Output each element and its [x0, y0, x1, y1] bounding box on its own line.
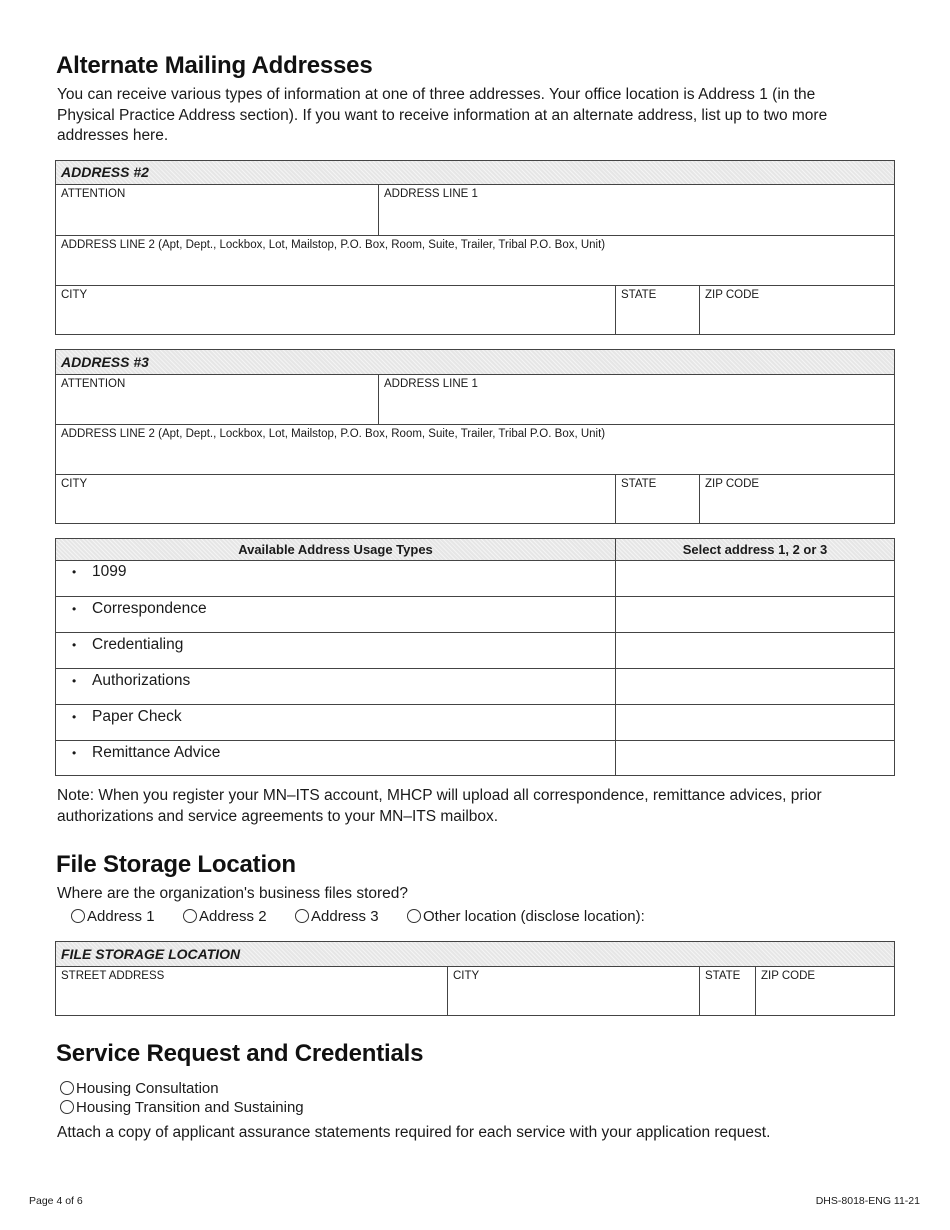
file-storage-question: Where are the organization's business files stored? [57, 885, 409, 902]
address2-row-city [56, 286, 894, 334]
usage-type-cell [56, 741, 615, 775]
usage-type-cell [56, 633, 615, 668]
radio-circle-icon[interactable] [71, 909, 85, 923]
usage-row [56, 561, 894, 597]
radio-housing-consultation[interactable] [60, 1080, 219, 1097]
radio-housing-transition[interactable] [60, 1099, 304, 1116]
bullet: • [72, 565, 77, 579]
address2-city-label: CITY [61, 289, 88, 301]
address3-line1-field[interactable] [378, 375, 894, 424]
usage-types-table [55, 538, 895, 776]
address2-line2-field[interactable] [56, 236, 894, 285]
address3-row-line2 [56, 425, 894, 475]
address2-line2-label: ADDRESS LINE 2 (Apt, Dept., Lockbox, Lot, Mailstop, P.O. Box, Room, Suite, Trailer, Tribal P.O. Box, Unit) [61, 239, 606, 251]
file-storage-street-field[interactable] [56, 967, 447, 1015]
radio-housing-consultation-label: Housing Consultation [76, 1080, 219, 1097]
bullet: • [72, 746, 77, 760]
usage-select-1099[interactable] [615, 561, 894, 596]
address3-zip-field[interactable] [699, 475, 894, 523]
usage-select-remittance-advice[interactable] [615, 741, 894, 775]
radio-address-1[interactable] [71, 908, 155, 925]
radio-circle-icon[interactable] [183, 909, 197, 923]
address2-row-attention [56, 185, 894, 236]
usage-type-cell [56, 597, 615, 632]
usage-type-authorizations: Authorizations [92, 672, 191, 689]
radio-other-location[interactable] [407, 908, 645, 925]
address3-line2-field[interactable] [56, 425, 894, 474]
address2-line1-field[interactable] [378, 185, 894, 235]
usage-type-correspondence: Correspondence [92, 600, 207, 617]
alternate-mailing-intro: You can receive various types of information at one of three addresses. Your office location is Address 1 (in the Physical Practice Address section). If you want to receive information at an alternate address, list up to two more addresses here. [57, 86, 828, 144]
file-storage-table [55, 941, 895, 1016]
bullet: • [72, 638, 77, 652]
usage-row [56, 597, 894, 633]
file-storage-header: FILE STORAGE LOCATION [56, 942, 894, 967]
address3-line1-label: ADDRESS LINE 1 [384, 378, 478, 390]
address3-row-city [56, 475, 894, 523]
address3-zip-label: ZIP CODE [705, 478, 760, 490]
address3-line2-label: ADDRESS LINE 2 (Apt, Dept., Lockbox, Lot, Mailstop, P.O. Box, Room, Suite, Trailer, Tribal P.O. Box, Unit) [61, 428, 606, 440]
usage-type-1099: 1099 [92, 563, 127, 580]
radio-circle-icon[interactable] [60, 1100, 74, 1114]
radio-address-2-label: Address 2 [199, 908, 267, 925]
address3-header: ADDRESS #3 [56, 350, 894, 375]
address2-row-line2 [56, 236, 894, 286]
address3-table [55, 349, 895, 524]
usage-row [56, 705, 894, 741]
usage-type-remittance-advice: Remittance Advice [92, 744, 221, 761]
file-storage-state-field[interactable] [699, 967, 755, 1015]
address2-table [55, 160, 895, 335]
address3-city-field[interactable] [56, 475, 615, 523]
file-storage-city-field[interactable] [447, 967, 699, 1015]
usage-row [56, 669, 894, 705]
usage-select-correspondence[interactable] [615, 597, 894, 632]
address2-header: ADDRESS #2 [56, 161, 894, 185]
file-storage-zip-label: ZIP CODE [761, 970, 816, 982]
usage-type-cell [56, 705, 615, 740]
address3-attention-label: ATTENTION [61, 378, 126, 390]
address3-state-field[interactable] [615, 475, 699, 523]
file-storage-street-label: STREET ADDRESS [61, 970, 165, 982]
address2-line1-label: ADDRESS LINE 1 [384, 188, 478, 200]
address3-attention-field[interactable] [56, 375, 378, 424]
form-id: DHS-8018-ENG 11-21 [815, 1195, 920, 1207]
assurance-statement-note: Attach a copy of applicant assurance statements required for each service with your application request. [57, 1124, 771, 1141]
file-storage-zip-field[interactable] [755, 967, 894, 1015]
usage-row [56, 633, 894, 669]
radio-address-2[interactable] [183, 908, 267, 925]
address2-state-field[interactable] [615, 286, 699, 334]
mn-its-note: Note: When you register your MN–ITS account, MHCP will upload all correspondence, remittance advices, prior authorizations and service agreements to your MN–ITS mailbox. [57, 787, 822, 825]
usage-select-authorizations[interactable] [615, 669, 894, 704]
radio-address-1-label: Address 1 [87, 908, 155, 925]
radio-circle-icon[interactable] [295, 909, 309, 923]
section-title-file-storage: File Storage Location [56, 851, 296, 878]
usage-col-header-types: Available Address Usage Types [56, 539, 615, 560]
radio-circle-icon[interactable] [60, 1081, 74, 1095]
radio-other-location-label: Other location (disclose location): [423, 908, 645, 925]
file-storage-state-label: STATE [705, 970, 741, 982]
radio-circle-icon[interactable] [407, 909, 421, 923]
usage-type-credentialing: Credentialing [92, 636, 184, 653]
file-storage-row [56, 967, 894, 1015]
file-storage-city-label: CITY [453, 970, 480, 982]
radio-address-3[interactable] [295, 908, 379, 925]
section-title-service-request: Service Request and Credentials [56, 1040, 424, 1067]
address2-state-label: STATE [621, 289, 657, 301]
address2-zip-field[interactable] [699, 286, 894, 334]
radio-address-3-label: Address 3 [311, 908, 379, 925]
page-number: Page 4 of 6 [29, 1195, 83, 1207]
usage-type-cell [56, 561, 615, 596]
section-title-alternate-mailing: Alternate Mailing Addresses [56, 52, 373, 79]
usage-table-header-row [56, 539, 894, 561]
usage-select-credentialing[interactable] [615, 633, 894, 668]
bullet: • [72, 602, 77, 616]
address2-attention-field[interactable] [56, 185, 378, 235]
address3-state-label: STATE [621, 478, 657, 490]
bullet: • [72, 674, 77, 688]
address3-row-attention [56, 375, 894, 425]
usage-row [56, 741, 894, 775]
usage-type-cell [56, 669, 615, 704]
usage-select-paper-check[interactable] [615, 705, 894, 740]
address2-city-field[interactable] [56, 286, 615, 334]
radio-housing-transition-label: Housing Transition and Sustaining [76, 1099, 304, 1116]
address2-zip-label: ZIP CODE [705, 289, 760, 301]
bullet: • [72, 710, 77, 724]
address3-city-label: CITY [61, 478, 88, 490]
address2-attention-label: ATTENTION [61, 188, 126, 200]
usage-type-paper-check: Paper Check [92, 708, 182, 725]
usage-col-header-select: Select address 1, 2 or 3 [615, 539, 894, 560]
